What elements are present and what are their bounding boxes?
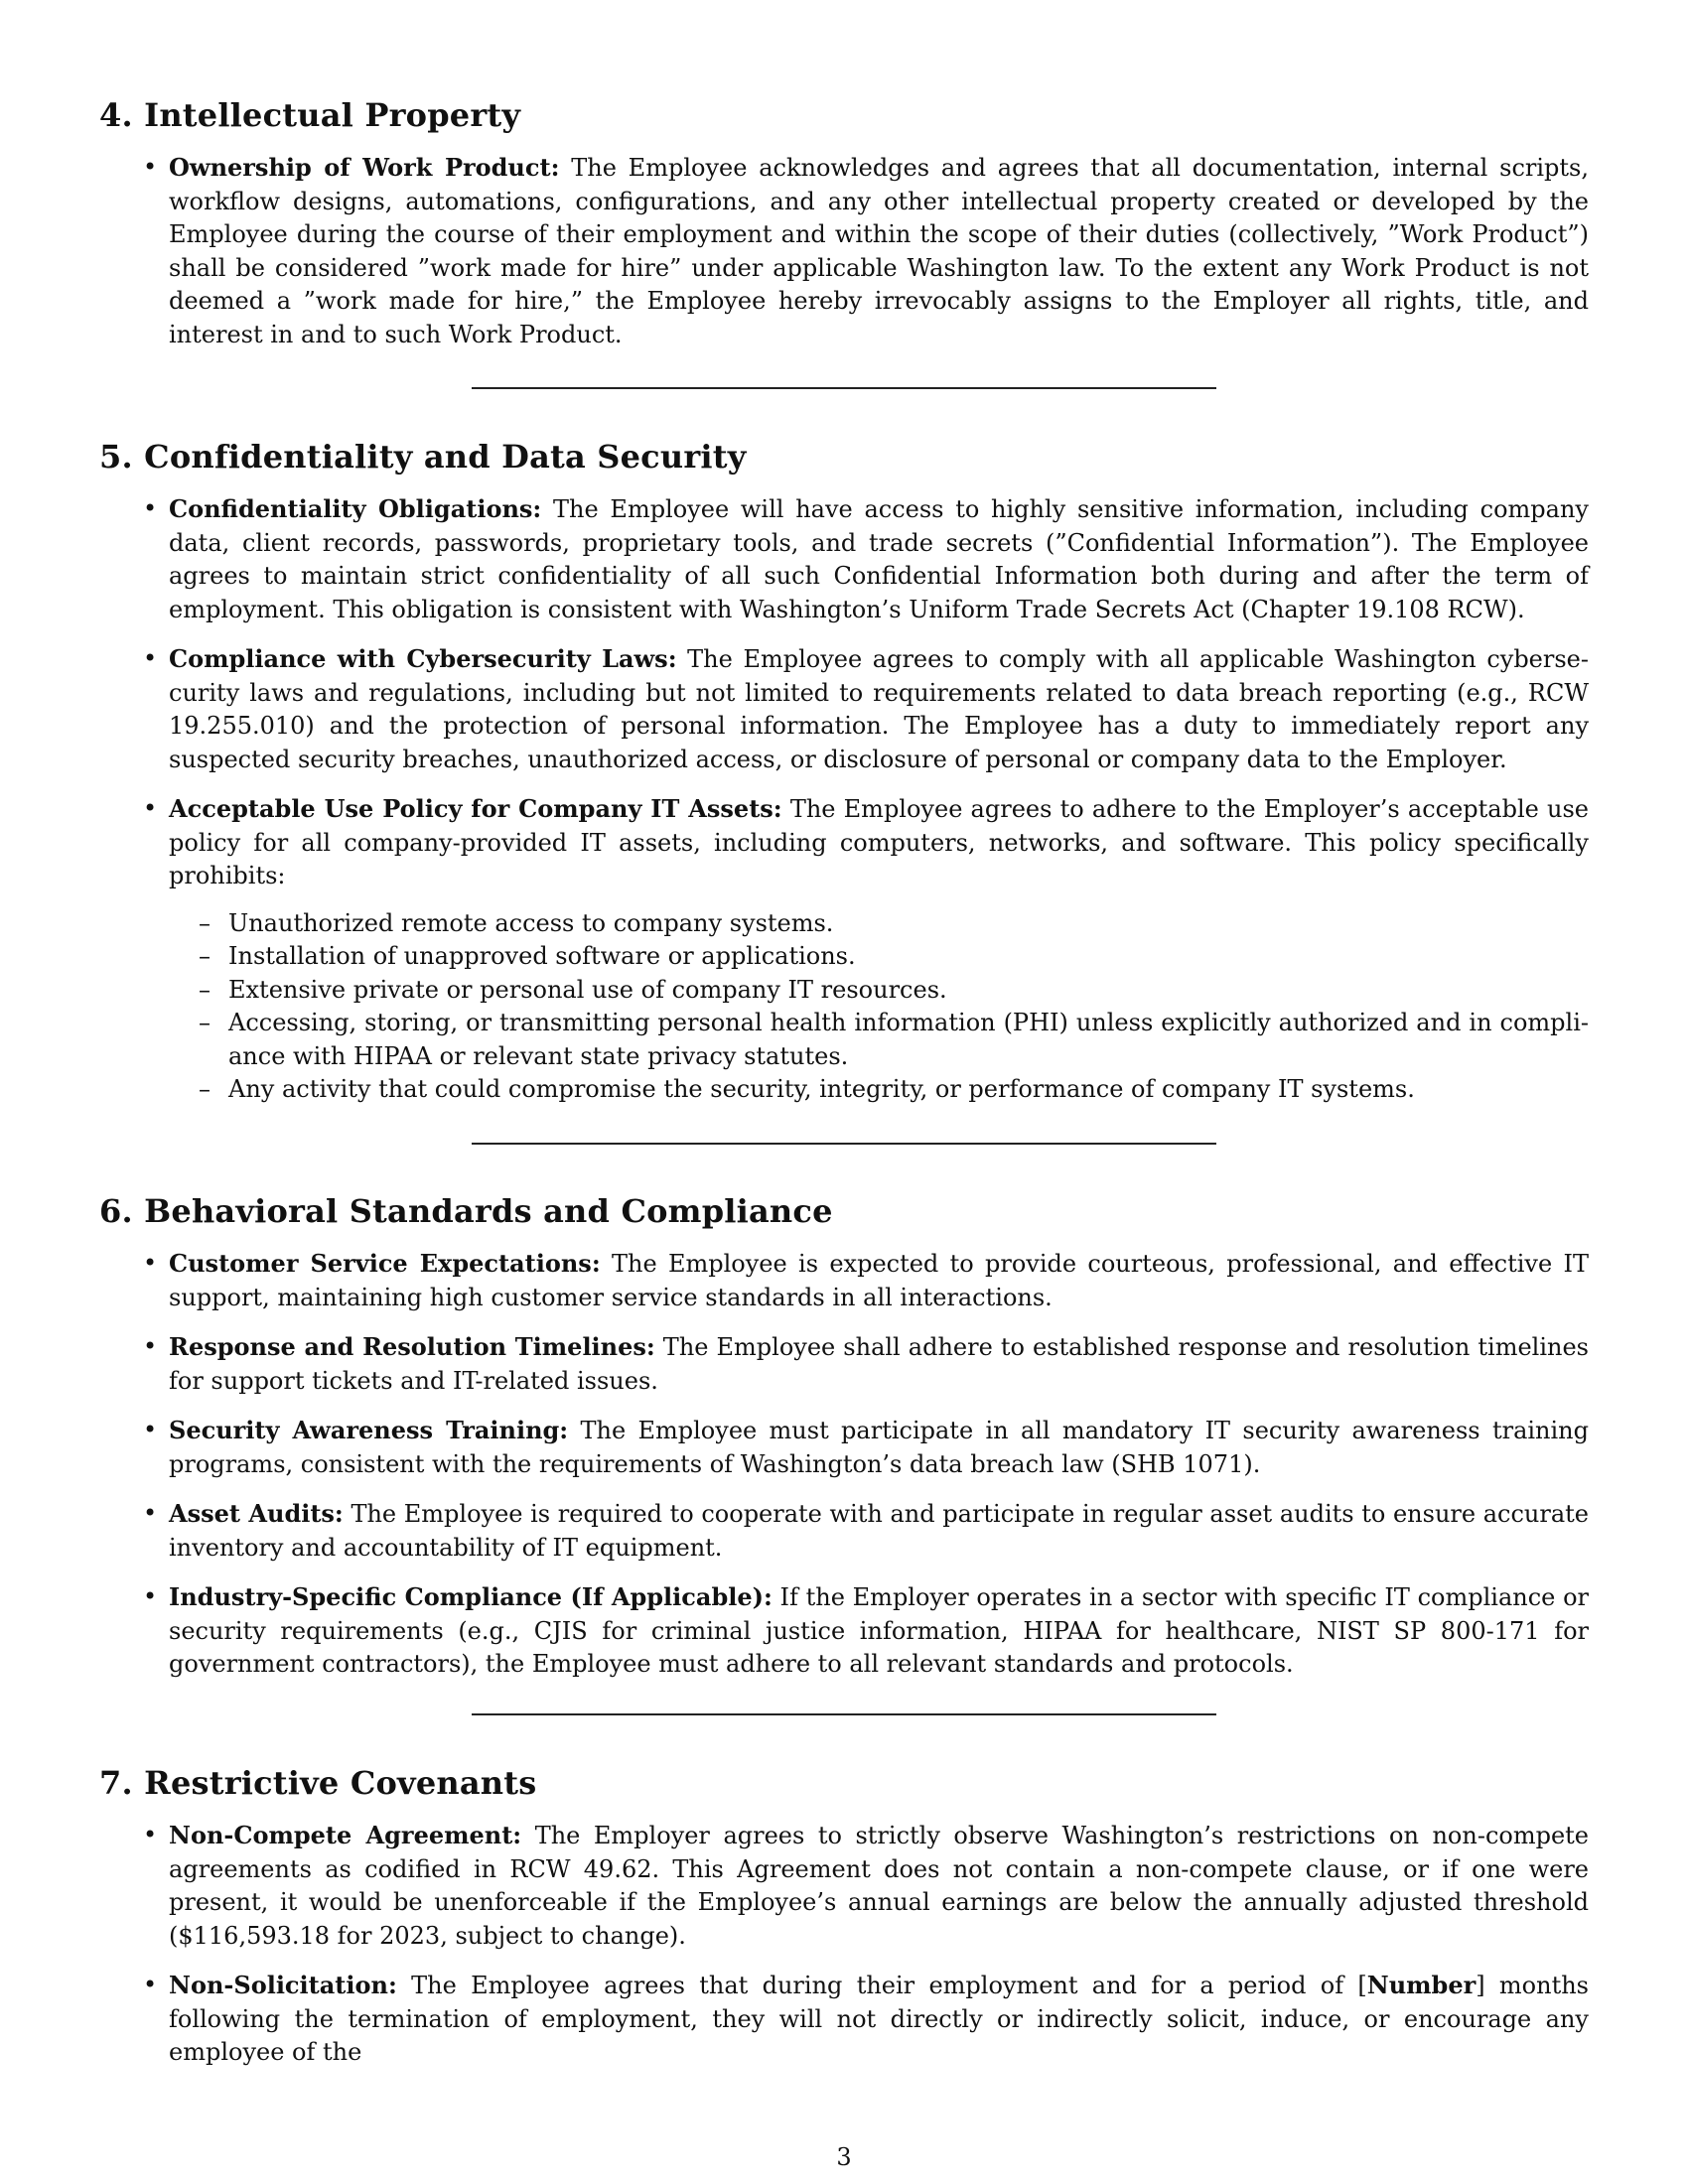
list-item [169,1580,1589,1682]
list-item [169,1247,1589,1314]
item-lead: Acceptable Use Policy for Company IT Assets: [169,794,782,823]
item-text: The Employee is required to cooperate with and participate in regular asset audits to ensure accurate inventory and accountability of IT equipment. [169,1500,1589,1562]
placeholder-number: Number [1366,1971,1477,1999]
list-item [169,151,1589,351]
item-lead: Asset Audits: [169,1499,344,1528]
item-text: The Employee is expected to provide courteous, professional, and effective IT support, maintaining high customer service standards in all interactions. [169,1250,1589,1311]
item-text: The Employer agrees to strictly observe Washington’s restrictions on non-compete agreements as codified in RCW 49.62. This Agreement does not contain a non-compete clause, or if one were present, it would be unenforceable if the Employee’s annual earnings are below the annually adjusted threshold ($116,593.18 for 2023, subject to change). [169,1822,1590,1950]
item-text: The Employee will have access to highly sensitive information, including company data, client records, passwords, proprietary tools, and trade secrets (”Confidential Information”). The Employee agrees to maintain strict confidentiality of all such Confidential Information both during and after the term of employment. This obligation is consistent with Washington’s Uniform Trade Secrets Act (Chapter 19.108 RCW). [169,495,1589,623]
section-item-list [169,151,1589,351]
item-text: The Employee agrees to comply with all applicable Washington cybersecurity laws and regulations, including but not limited to requirements related to data breach reporting (e.g., RCW 19.255.010) and the protection of personal information. The Employee has a duty to immediately report any suspected security breaches, unauthorized access, or disclosure of personal or company data to the Employer. [169,645,1589,773]
item-text: The Employee must participate in all mandatory IT security awareness training programs, consistent with the requirements of Washington’s data breach law (SHB 1071). [169,1417,1590,1478]
section-heading: 5. Confidentiality and Data Security [99,438,747,476]
item-lead: Ownership of Work Product: [169,153,560,182]
section-item-list [169,1247,1589,1682]
prohibited-uses-list [228,907,1589,1107]
placeholder-bracket-open: [ [1357,1972,1367,1999]
section-behavioral-standards [99,1191,1589,1682]
sub-list-item: – Extensive private or personal use of company IT resources. [228,974,1589,1008]
list-item [169,1414,1589,1481]
item-lead: Industry-Specific Compliance (If Applicable): [169,1582,773,1611]
item-text: The Employee shall adhere to established response and resolution timelines for support tickets and IT-related issues. [169,1333,1589,1395]
sub-list-item: – Unauthorized remote access to company systems. [228,907,1589,941]
section-item-list [169,492,1589,1107]
item-lead: Customer Service Expectations: [169,1249,601,1278]
section-heading: 6. Behavioral Standards and Compliance [99,1192,833,1230]
list-item [169,792,1589,1107]
item-lead: Confidentiality Obligations: [169,494,542,523]
sub-list-item: – Installation of unapproved software or applications. [228,940,1589,974]
placeholder-bracket-close: ] [1476,1972,1485,1999]
list-item [169,1330,1589,1398]
item-text-continued: months following the termination of employment, they will not directly or indirectly solicit, induce, or encourage any employee of the [169,1972,1589,2066]
page-number: 3 [836,2143,852,2171]
section-divider [472,387,1216,389]
item-text: The Employee acknowledges and agrees that all documentation, internal scripts, workflow designs, automations, configurations, and any other intellectual property created or developed by the Employee during the course of their employment and within the scope of their duties (collectively, ”Work Product”) shall be considered ”work made for hire” under applicable Washington law. To the extent any Work Product is not deemed a ”work made for hire,” the Employee hereby irrevocably assigns to the Employer all rights, title, and interest in and to such Work Product. [169,154,1589,348]
item-text: The Employee agrees to adhere to the Employer’s acceptable use policy for all company-provided IT assets, including computers, networks, and software. This policy specifically prohibits: [169,795,1589,889]
item-text: If the Employer operates in a sector with specific IT compliance or security requirements (e.g., CJIS for criminal justice information, HIPAA for healthcare, NIST SP 800-171 for government contractors), the Employee must adhere to all relevant standards and protocols. [169,1583,1589,1678]
list-item [169,492,1589,626]
item-lead: Compliance with Cybersecurity Laws: [169,644,677,673]
item-lead: Non-Solicitation: [169,1971,397,1999]
section-heading: 7. Restrictive Covenants [99,1764,537,1802]
section-divider [472,1143,1216,1145]
item-lead: Security Awareness Training: [169,1416,569,1444]
sub-list-item: – Any activity that could compromise the security, integrity, or performance of company IT systems. [228,1073,1589,1107]
list-item [169,1819,1589,1953]
item-lead: Non-Compete Agreement: [169,1821,522,1849]
section-intellectual-property [99,95,1589,351]
section-restrictive-covenants [99,1763,1589,2070]
list-item [169,642,1589,776]
item-text: The Employee agrees that during their employment and for a period of [396,1972,1358,1999]
section-confidentiality [99,437,1589,1107]
list-item [169,1969,1589,2070]
section-heading: 4. Intellectual Property [99,96,521,134]
sub-list-item: – Accessing, storing, or transmitting personal health information (PHI) unless explicitly authorized and in compliance with HIPAA or relevant state privacy statutes. [228,1007,1589,1073]
section-item-list [169,1819,1589,2070]
list-item [169,1497,1589,1565]
item-lead: Response and Resolution Timelines: [169,1332,655,1361]
section-divider [472,1713,1216,1715]
